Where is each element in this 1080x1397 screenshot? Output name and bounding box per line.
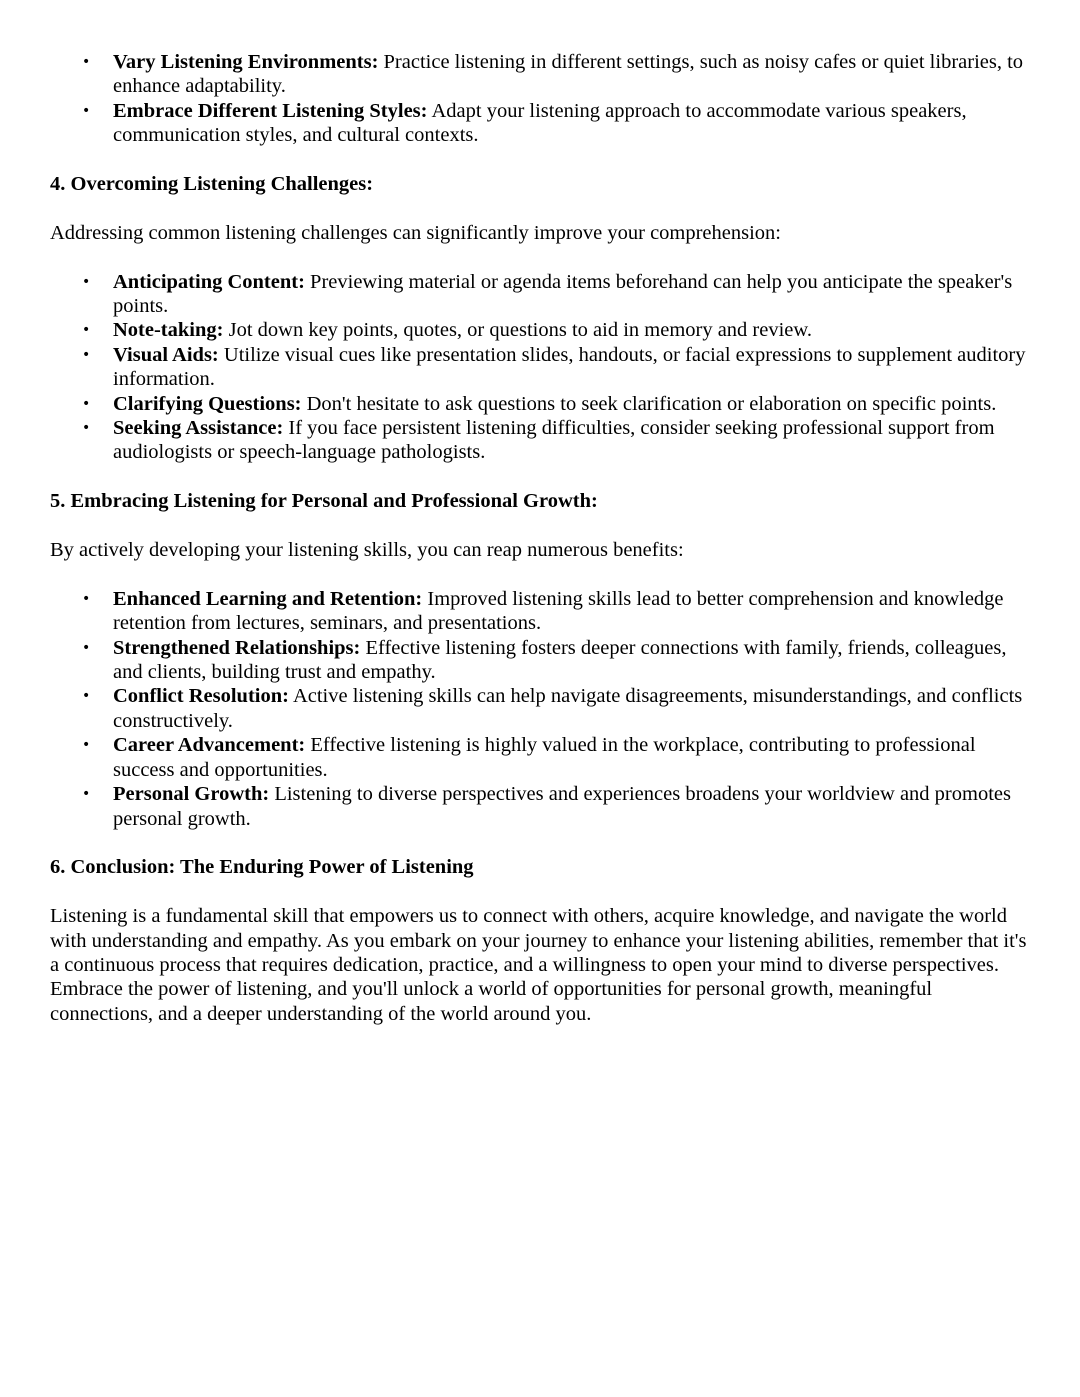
list-item	[82, 684, 1040, 733]
bullet-icon: •	[82, 322, 91, 339]
list-item	[82, 733, 1040, 782]
item-term: Personal Growth:	[113, 783, 270, 806]
item-term: Embrace Different Listening Styles:	[113, 99, 428, 122]
bullet-icon: •	[82, 737, 91, 754]
item-text: If you face persistent listening difficulties, consider seeking professional support from audiologists or speech-language pathologists.	[113, 417, 995, 464]
item-text: Previewing material or agenda items beforehand can help you anticipate the speaker's points.	[113, 270, 1013, 318]
list-item	[82, 50, 1040, 99]
item-term: Anticipating Content:	[113, 270, 305, 293]
section-heading-4: 4. Overcoming Listening Challenges:	[50, 173, 374, 196]
bullet-icon: •	[82, 346, 91, 363]
item-text: Listening to diverse perspectives and experiences broadens your worldview and promotes personal growth.	[113, 783, 1011, 830]
list-item	[82, 343, 1040, 392]
item-term: Conflict Resolution:	[113, 685, 289, 708]
item-term: Note-taking:	[113, 319, 224, 342]
list-item	[82, 416, 1040, 465]
list-top	[50, 50, 1040, 148]
bullet-icon: •	[82, 786, 91, 803]
item-text: Jot down key points, quotes, or questions to aid in memory and review.	[223, 319, 813, 342]
item-text: Active listening skills can help navigate disagreements, misunderstandings, and conflicts constructively.	[113, 685, 1023, 732]
bullet-icon: •	[82, 420, 91, 437]
item-term: Enhanced Learning and Retention:	[113, 587, 423, 610]
document-page	[50, 50, 1040, 1026]
list-item	[82, 636, 1040, 685]
section-intro-4: Addressing common listening challenges can significantly improve your comprehension:	[50, 221, 782, 244]
list-item	[82, 318, 1040, 342]
conclusion-paragraph: Listening is a fundamental skill that empowers us to connect with others, acquire knowledge, and navigate the world with understanding and empathy. As you embark on your journey to enhance your listening abilities, remember that it's a continuous process that requires dedication, practice, and a willingness to open your mind to diverse perspectives. Embrace the power of listening, and you'll unlock a world of opportunities for personal growth, meaningful connections, and a deeper understanding of the world around you.	[50, 905, 1027, 1025]
list-item	[82, 587, 1040, 636]
item-text: Improved listening skills lead to better comprehension and knowledge retention from lectures, seminars, and presentations.	[113, 587, 1004, 635]
list-section-4	[50, 270, 1040, 465]
item-text: Utilize visual cues like presentation slides, handouts, or facial expressions to supplement auditory information.	[113, 343, 1026, 391]
list-section-5	[50, 587, 1040, 831]
item-text: Effective listening fosters deeper connections with family, friends, colleagues, and clients, building trust and empathy.	[113, 636, 1007, 684]
section-heading-5: 5. Embracing Listening for Personal and Professional Growth:	[50, 490, 598, 513]
section-intro-5: By actively developing your listening skills, you can reap numerous benefits:	[50, 539, 684, 562]
item-text: Practice listening in different settings, such as noisy cafes or quiet libraries, to enhance adaptability.	[113, 51, 1024, 98]
section-heading-6: 6. Conclusion: The Enduring Power of Listening	[50, 856, 474, 879]
bullet-icon: •	[82, 54, 91, 70]
item-term: Vary Listening Environments:	[113, 51, 379, 73]
bullet-icon: •	[82, 688, 91, 705]
bullet-icon: •	[82, 395, 91, 412]
item-term: Seeking Assistance:	[113, 417, 284, 440]
item-text: Effective listening is highly valued in the workplace, contributing to professional success and opportunities.	[113, 734, 976, 781]
list-item	[82, 782, 1040, 831]
bullet-icon: •	[82, 273, 91, 290]
list-item	[82, 270, 1040, 319]
item-term: Career Advancement:	[113, 734, 306, 757]
list-item	[82, 392, 1040, 416]
item-term: Strengthened Relationships:	[113, 636, 361, 659]
item-term: Clarifying Questions:	[113, 392, 302, 415]
item-text: Don't hesitate to ask questions to seek clarification or elaboration on specific points.	[301, 392, 997, 415]
bullet-icon: •	[82, 639, 91, 656]
list-item	[82, 99, 1040, 148]
bullet-icon: •	[82, 590, 91, 607]
item-term: Visual Aids:	[113, 343, 219, 366]
item-text: Adapt your listening approach to accommodate various speakers, communication styles, and cultural contexts.	[113, 99, 967, 147]
bullet-icon: •	[82, 102, 91, 119]
